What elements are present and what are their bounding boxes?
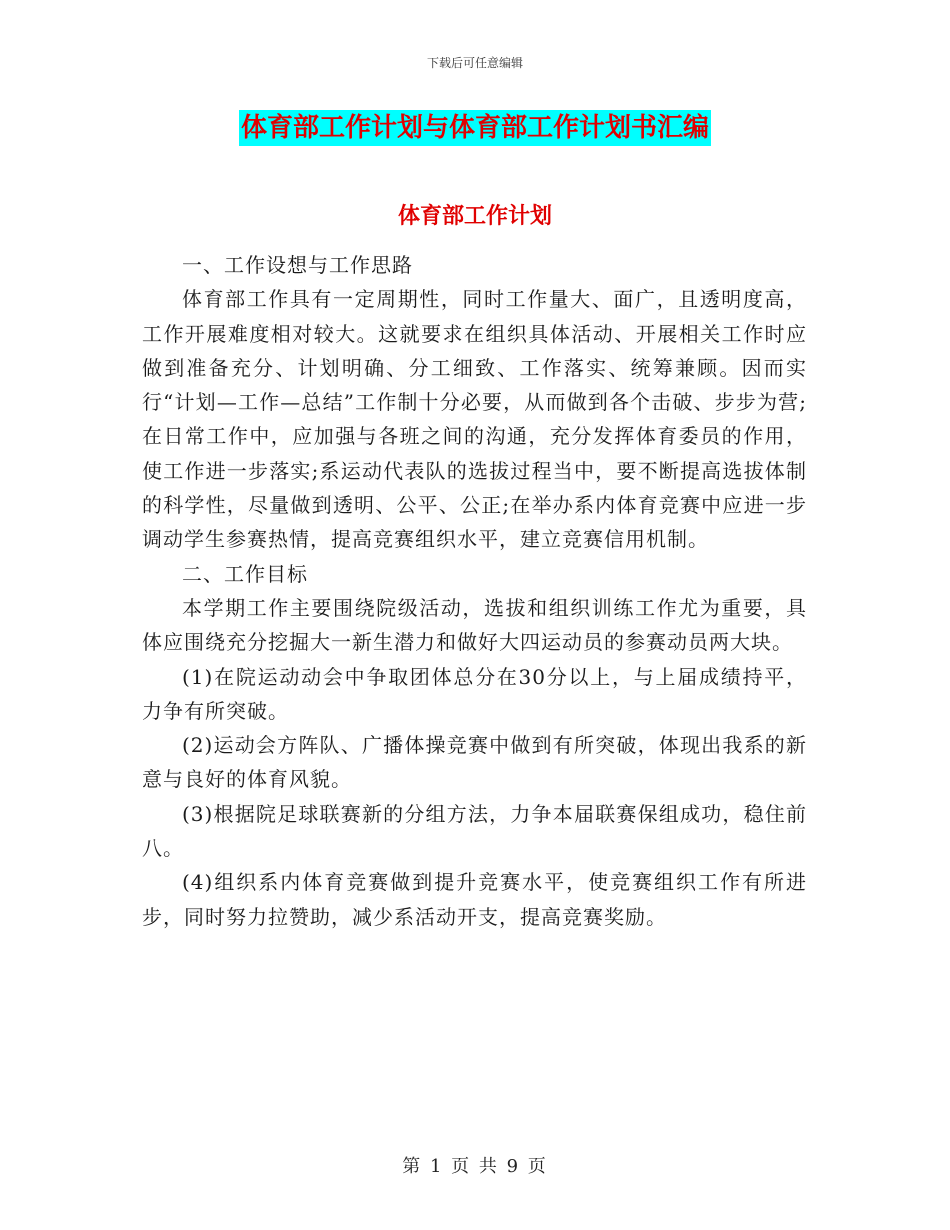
document-body: [142, 248, 807, 934]
document-title: [0, 110, 950, 146]
goal-item-3: (3)根据院足球联赛新的分组方法，力争本届联赛保组成功，稳住前八。: [142, 801, 807, 861]
section-title: 体育部工作计划: [397, 204, 552, 229]
page-number-footer: 第 1 页 共 9 页: [402, 1156, 548, 1177]
header-note: 下载后可任意编辑: [426, 56, 523, 70]
heading-work-ideas: 一、工作设想与工作思路: [182, 253, 413, 277]
goal-item-1: (1)在院运动动会中争取团体总分在30分以上，与上届成绩持平，力争有所突破。: [142, 664, 807, 723]
goal-item-4: (4)组织系内体育竞赛做到提升竞赛水平，使竞赛组织工作有所进步，同时努力拉赞助，减少系活动开支，提高竞赛奖励。: [142, 870, 807, 929]
heading-work-goals: 二、工作目标: [182, 561, 308, 586]
document-title-text: 体育部工作计划与体育部工作计划书汇编: [239, 110, 711, 146]
goal-item-2: (2)运动会方阵队、广播体操竞赛中做到有所突破，体现出我系的新意与良好的体育风貌。: [142, 733, 807, 792]
paragraph-work-ideas: 体育部工作具有一定周期性，同时工作量大、面广，且透明度高，工作开展难度相对较大。这就要求在组织具体活动、开展相关工作时应做到准备充分、计划明确、分工细致、工作落实、统筹兼顾。因而实行“计划—工作—总结”工作制十分必要，从而做到各个击破、步步为营;在日常工作中，应加强与各班之间的沟通，充分发挥体育委员的作用，使工作进一步落实;系运动代表队的选拔过程当中，要不断提高选拔体制的科学性，尽量做到透明、公平、公正;在举办系内体育竞赛中应进一步调动学生参赛热情，提高竞赛组织水平，建立竞赛信用机制。: [142, 287, 807, 552]
paragraph-work-goals: 本学期工作主要围绕院级活动，选拔和组织训练工作尤为重要，具体应围绕充分挖掘大一新生潜力和做好大四运动员的参赛动员两大块。: [142, 595, 807, 655]
